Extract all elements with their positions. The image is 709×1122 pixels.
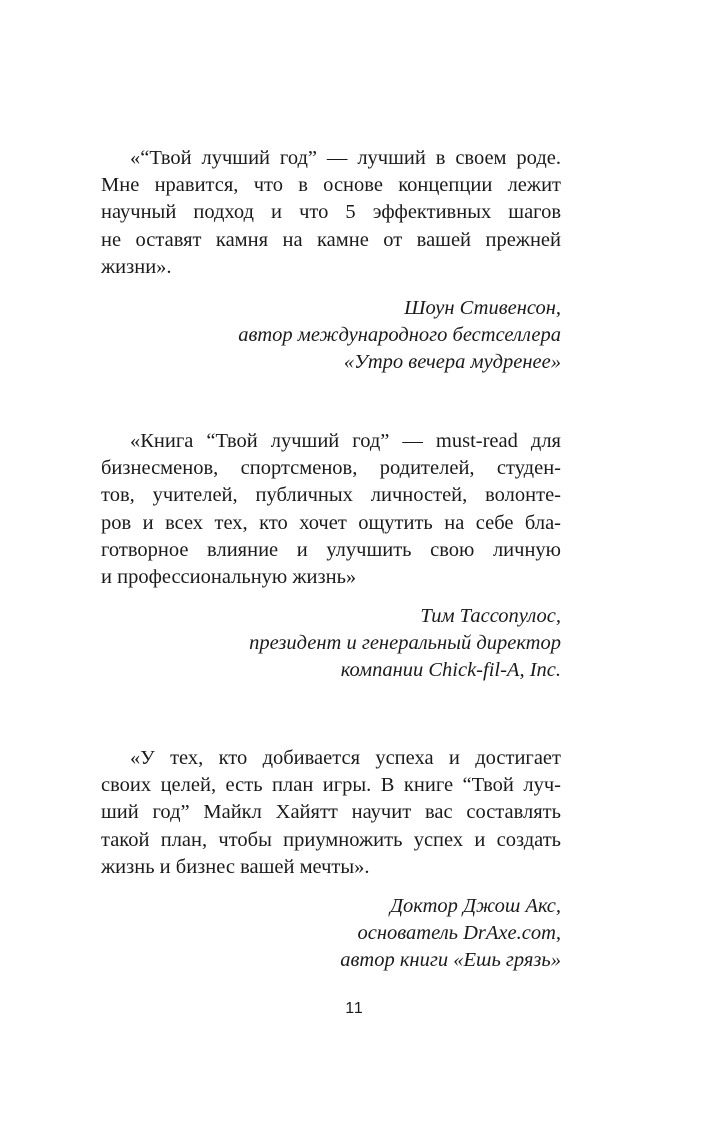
testimonial-attribution-2 — [249, 603, 561, 685]
quote-line: ров и всех тех, кто хочет ощутить на себе бла- — [101, 511, 561, 534]
quote-line: ший год” Майкл Хайятт научит вас составлять — [101, 801, 561, 824]
author-name: Доктор Джош Акс, — [389, 895, 561, 917]
testimonial-quote-2 — [101, 428, 561, 591]
quote-line: тов, учителей, публичных личностей, волонте- — [101, 484, 561, 507]
quote-line: своих целей, есть план игры. В книге “Твой луч- — [101, 774, 561, 797]
quote-line: не оставят камня на камне от вашей прежней — [101, 228, 561, 251]
quote-line: бизнесменов, спортсменов, родителей, студен- — [101, 457, 561, 480]
quote-line: «Книга “Твой лучший год” — must-read для — [130, 430, 561, 452]
quote-line: «“Твой лучший год” — лучший в своем роде. — [130, 147, 561, 169]
author-book: «Утро вечера мудренее» — [343, 351, 561, 374]
author-title: основатель DrAxe.com, — [357, 922, 561, 945]
page-number: 11 — [345, 1000, 364, 1017]
quote-line: и профессиональную жизнь» — [101, 566, 357, 589]
author-book: автор книги «Ешь грязь» — [340, 949, 561, 972]
author-title: президент и генеральный директор — [249, 632, 561, 655]
author-name: Тим Тассопулос, — [420, 605, 561, 627]
quote-line: жизнь и бизнес вашей мечты». — [101, 855, 370, 878]
quote-line: научный подход и что 5 эффективных шагов — [101, 201, 561, 224]
quote-line: готворное влияние и улучшить свою личную — [101, 538, 561, 561]
author-title: автор международного бестселлера — [238, 324, 561, 347]
testimonial-quote-3 — [101, 745, 561, 881]
quote-line: Мне нравится, что в основе концепции лежит — [101, 174, 561, 197]
author-name: Шоун Стивенсон, — [404, 297, 561, 319]
testimonial-attribution-3 — [340, 893, 561, 975]
quote-line: такой план, чтобы приумножить успех и создать — [101, 828, 561, 851]
testimonial-attribution-1 — [238, 295, 561, 377]
quote-line: «У тех, кто добивается успеха и достигает — [130, 747, 561, 769]
quote-line: жизни». — [101, 255, 172, 278]
author-company: компании Chick-fil-A, Inc. — [340, 659, 561, 682]
testimonial-quote-1 — [101, 145, 561, 281]
